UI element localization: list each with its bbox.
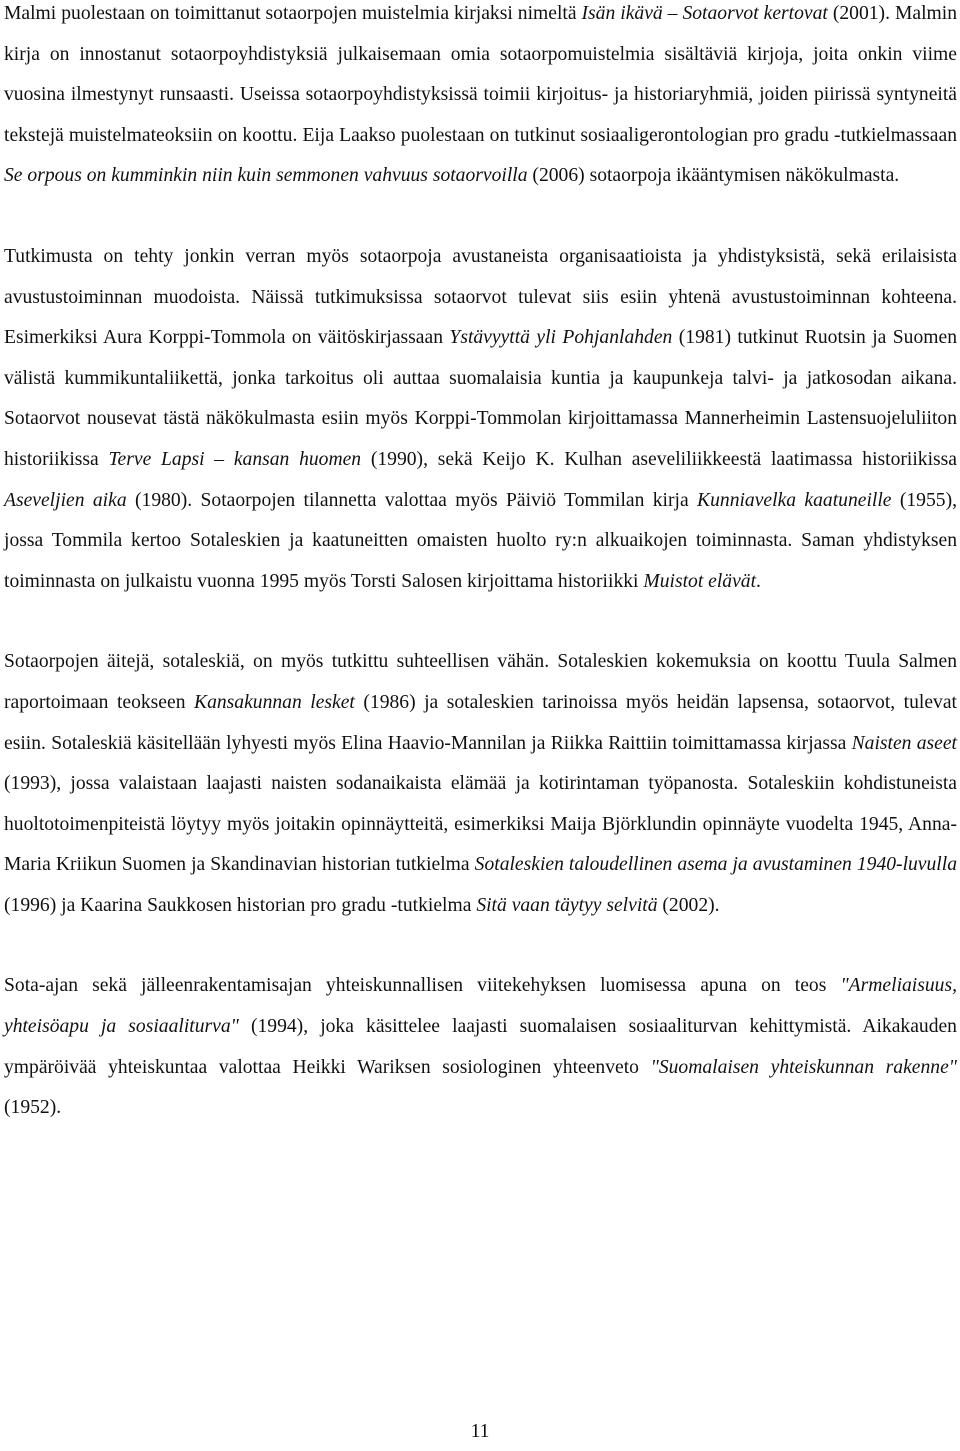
italic-title: Muistot elävät <box>643 570 757 592</box>
italic-title: "Suomalaisen yhteiskunnan rakenne" <box>650 1056 957 1078</box>
italic-title: Terve Lapsi – kansan huomen <box>108 448 362 470</box>
italic-title: Kunniavelka kaatuneille <box>697 489 892 511</box>
text-run: Tutkimusta on tehty jonkin verran myös sotaorpoja avustaneista organisaatioista ja yhdistyksistä, sekä erilaisista avustustoiminnan muodoista. Näissä tutkimuksissa sotaorvot tulevat siis esiin yhtenä avustustoiminnan kohteena. Esimerkiksi Aura Korppi-Tommola on väitöskirjassaan <box>4 245 957 349</box>
text-run: Malmi puolestaan on toimittanut sotaorpojen muistelmia kirjaksi nimeltä <box>4 3 582 24</box>
paragraph-1 <box>4 0 957 197</box>
text-run: . <box>756 570 761 592</box>
italic-title: Kansakunnan lesket <box>194 691 355 713</box>
italic-title: Aseveljien aika <box>4 489 127 511</box>
text-run: (1986) ja sotaleskien tarinoissa myös heidän lapsensa, sotaorvot, tulevat esiin. Sotaleskiä käsitellään lyhyesti myös Elina Haavio-Mannilan ja Riikka Raittiin toimittamassa kirjassa <box>4 691 957 754</box>
page-number: 11 <box>470 1421 490 1442</box>
text-run: (1980). Sotaorpojen tilannetta valottaa myös Päiviö Tommilan kirja <box>126 489 698 511</box>
text-run: Sotaorpojen äitejä, sotaleskiä, on myös tutkittu suhteellisen vähän. Sotaleskien kokemuksia on koottu Tuula Salmen raportoimaan teokseen <box>4 651 957 713</box>
text-run: Sota-ajan sekä jälleenrakentamisajan yhteiskunnallisen viitekehyksen luomisessa apuna on teos <box>4 975 841 997</box>
text-run: (1993), jossa valaistaan laajasti naisten sodanaikaista elämää ja kotirintaman työpanosta. Sotaleskiin kohdistuneista huoltotoimenpiteistä löytyy myös joitakin opinnäytteitä, esimerkiksi Maija Björklundin opinnäyte vuodelta 1945, Anna-Maria Kriikun Suomen ja Skandinavian historian tutkielma <box>4 773 957 876</box>
italic-title: Sotaleskien taloudellinen asema ja avustaminen 1940-luvulla <box>474 854 957 876</box>
text-run: (1955), jossa Tommila kertoo Sotaleskien ja kaatuneitten omaisten huolto ry:n alkuaikojen toiminnasta. Saman yhdistyksen toiminnasta on julkaistu vuonna 1995 myös Torsti Salosen kirjoittama historiikki <box>4 489 957 592</box>
italic-title: "Armeliaisuus, yhteisöapu ja sosiaaliturva" <box>4 975 957 1038</box>
paragraph-3 <box>4 642 957 926</box>
italic-title: Sitä vaan täytyy selvitä <box>476 894 658 916</box>
paragraph-2 <box>4 237 957 602</box>
italic-title: Naisten aseet <box>851 732 957 754</box>
paragraph-gap <box>4 602 957 642</box>
text-run: (1990), sekä Keijo K. Kulhan aseveliliikkeestä laatimassa historiikissa <box>361 448 957 470</box>
paragraph-gap <box>4 926 957 966</box>
italic-title: Isän ikävä – Sotaorvot kertovat <box>581 3 828 24</box>
text-run: (1952). <box>4 1097 62 1119</box>
italic-title: Se orpous on kumminkin niin kuin semmonen vahvuus sotaorvoilla <box>4 165 528 187</box>
text-run: (1996) ja Kaarina Saukkosen historian pro gradu -tutkielma <box>4 894 477 916</box>
italic-title: Ystävyyttä yli Pohjanlahden <box>449 327 673 349</box>
text-run: (1981) tutkinut Ruotsin ja Suomen välistä kummikuntaliikettä, jonka tarkoitus oli auttaa suomalaisia kuntia ja kaupunkeja talvi- ja jatkosodan aikana. Sotaorvot nousevat tästä näkökulmasta esiin myös Korppi-Tommolan kirjoittamassa Mannerheimin Lastensuojeluliiton historiikissa <box>4 327 957 470</box>
body-text <box>4 0 957 1129</box>
text-run: (1994), joka käsittelee laajasti suomalaisen sosiaaliturvan kehittymistä. Aikakauden ympäröivää yhteiskuntaa valottaa Heikki Wariksen sosiologinen yhteenveto <box>4 1016 957 1078</box>
paragraph-gap <box>4 197 957 237</box>
text-run: (2002). <box>657 894 720 916</box>
text-run: (2001). Malmin kirja on innostanut sotaorpoyhdistyksiä julkaisemaan omia sotaorpomuistelmia sisältäviä kirjoja, joita onkin viime vuosina ilmestynyt runsaasti. Useissa sotaorpoyhdistyksissä toimii kirjoitus- ja historiaryhmiä, joiden piirissä syntyneitä tekstejä muistelmateoksiin on koottu. Eija Laakso puolestaan on tutkinut sosiaaligerontologian pro gradu -tutkielmassaan <box>4 3 957 146</box>
text-run: (2006) sotaorpoja ikääntymisen näkökulmasta. <box>527 165 900 187</box>
paragraph-4 <box>4 966 957 1128</box>
